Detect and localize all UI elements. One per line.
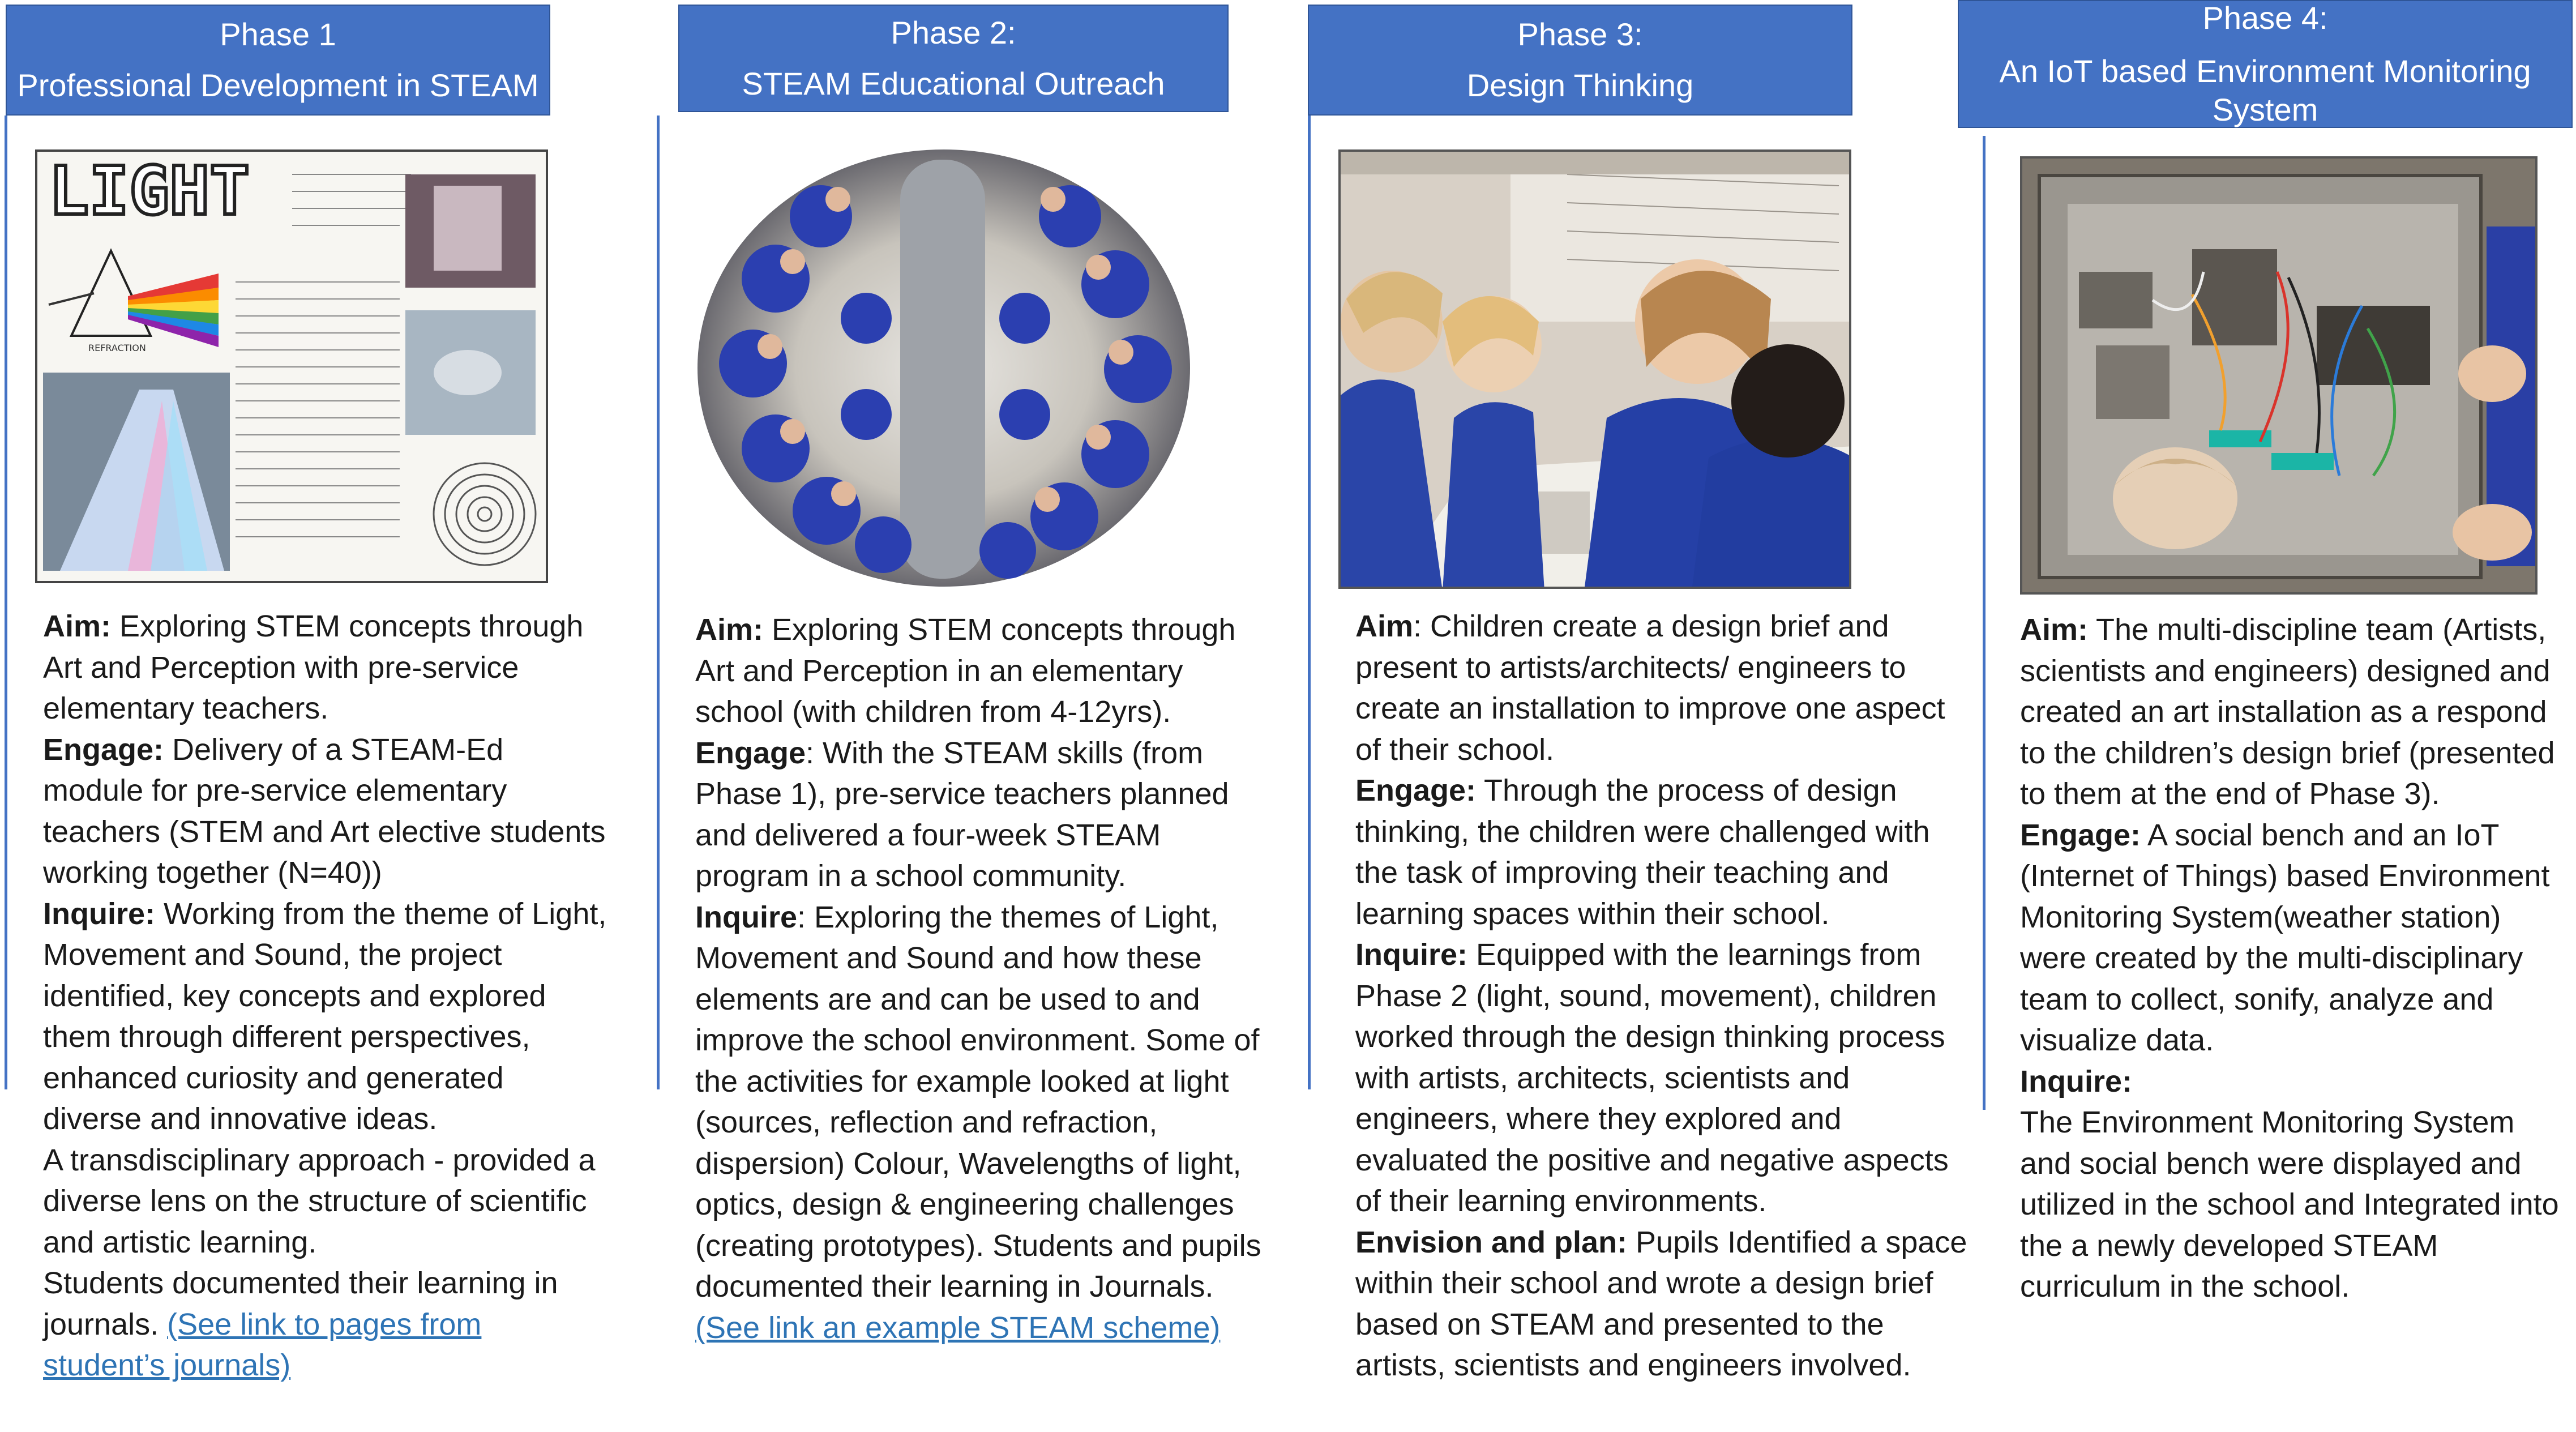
phase-2-aim: Aim: Exploring STEM concepts through Art and Perception in an elementary school (with children from 4-12yrs).	[695, 613, 1236, 729]
phase-3-envision: Envision and plan: Pupils Identified a space within their school and wrote a design brief based on STEAM and presented to the artists, scientists and engineers involved.	[1355, 1225, 1967, 1382]
phase-2-header	[678, 5, 1229, 112]
phase-4-header	[1958, 0, 2573, 128]
phase-2-fisheye-image	[696, 148, 1191, 588]
phase-2-inquire: Inquire: Exploring the themes of Light, Movement and Sound and how these elements are and can be used to and improve the school environment. Some of the activities for example looked at light (sources, reflection and refraction, dispersion) Colour, Wavelengths of light, optics, design & engineering challenges (creating prototypes). Students and pupils documented their learning in Journals. (See link an example STEAM scheme)	[695, 900, 1261, 1345]
phase-3-header-line-1: Phase 3:	[1517, 16, 1643, 52]
phase-4-header-line-1: Phase 4:	[2202, 0, 2328, 36]
divider-4	[1983, 136, 1986, 1110]
phase-3-photo	[1338, 149, 1851, 589]
phase-3-engage: Engage: Through the process of design thinking, the children were challenged with the task of improving their teaching and learning spaces within their school.	[1355, 773, 1930, 931]
phase-1-header-line-1: Phase 1	[220, 16, 336, 52]
refraction-caption: REFRACTION	[88, 343, 146, 353]
phase-3-header-line-2: Design Thinking	[1466, 67, 1694, 103]
phase-1-header	[6, 5, 550, 116]
phase-1-engage: Engage: Delivery of a STEAM-Ed module for pre-service elementary teachers (STEM and Art elective students working together (N=40))	[43, 732, 606, 890]
phase-3-aim: Aim: Children create a design brief and present to artists/architects/ engineers to create an installation to improve one aspect of their school.	[1355, 609, 1945, 767]
phase-4-header-line-3: System	[2212, 92, 2318, 127]
phase-3-inquire: Inquire: Equipped with the learnings from Phase 2 (light, sound, movement), children worked through the design thinking process with artists, architects, scientists and engineers, where they explored and evaluated the positive and negative aspects of their learning environments.	[1355, 938, 1949, 1218]
phase-1-text	[43, 606, 609, 1386]
phase-4-header-line-2: An IoT based Environment Monitoring	[1999, 53, 2531, 89]
phase-4-inquire-body: The Environment Monitoring System and social bench were displayed and utilized in the school and Integrated into the a newly developed STEAM curriculum in the school.	[2020, 1105, 2559, 1303]
phase-1-journal-image	[35, 149, 548, 583]
phase-1-inquire: Inquire: Working from the theme of Light, Movement and Sound, the project identified, key concepts and explored them through different perspectives, enhanced curiosity and generated diverse and innovative ideas.	[43, 896, 607, 1136]
divider-3	[1308, 116, 1311, 1089]
phase-2-text	[695, 609, 1264, 1348]
phase-4-inquire-heading: Inquire:	[2020, 1064, 2132, 1098]
phase-4-text	[2020, 609, 2570, 1307]
phase-1-header-line-2: Professional Development in STEAM	[17, 67, 539, 103]
divider-2	[657, 116, 660, 1089]
phase-2-engage: Engage: With the STEAM skills (from Phase 1), pre-service teachers planned and delivered a four-week STEAM program in a school community.	[695, 736, 1229, 893]
phase-4-aim: Aim: The multi-discipline team (Artists, scientists and engineers) designed and created an art installation as a respond to the children’s design brief (presented to them at the end of Phase 3).	[2020, 613, 2555, 811]
divider-1	[5, 116, 7, 1089]
phase-1-journals: Students documented their learning in journals. (See link to pages from student’s journals)	[43, 1266, 558, 1382]
phase-1-aim: Aim: Exploring STEM concepts through Art and Perception with pre-service elementary teachers.	[43, 609, 584, 725]
phase-3-header	[1308, 5, 1852, 116]
light-title-art: LIGHT	[49, 152, 250, 230]
phase-2-header-line-2: STEAM Educational Outreach	[742, 66, 1165, 101]
student-journals-link[interactable]: (See link to pages from student’s journals)	[43, 1307, 482, 1382]
phase-2-header-line-1: Phase 2:	[891, 15, 1016, 50]
phase-3-text	[1355, 606, 1968, 1386]
phase-4-iot-photo	[2020, 156, 2538, 595]
steam-scheme-link[interactable]: (See link an example STEAM scheme)	[695, 1310, 1221, 1345]
phase-4-engage: Engage: A social bench and an IoT (Internet of Things) based Environment Monitoring System(weather station) were created by the multi-disciplinary team to collect, sonify, analyze and visualize data.	[2020, 818, 2550, 1057]
phase-1-approach: A transdisciplinary approach - provided a diverse lens on the structure of scientific and artistic learning.	[43, 1143, 596, 1259]
